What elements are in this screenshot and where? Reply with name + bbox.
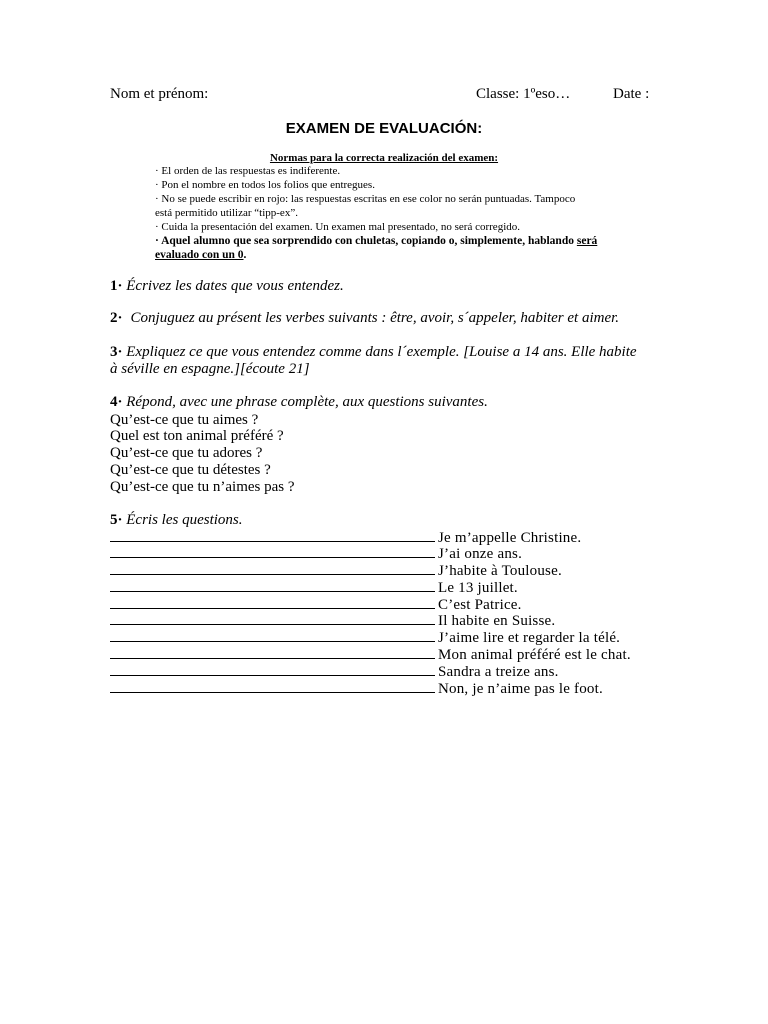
question-5-answers (110, 529, 631, 697)
answer-blank-line (110, 629, 435, 642)
rules-heading: Normas para la correcta realización del examen: (269, 152, 499, 164)
answer-blank-line (110, 646, 435, 659)
name-label: Nom et prénom: (110, 86, 209, 102)
rule-line: está permitido utilizar “tipp-ex”. (155, 207, 298, 219)
date-label: Date : (613, 86, 650, 102)
answer-text: Sandra a treize ans. (438, 663, 559, 680)
question-text: à séville en espagne.][écoute 21] (110, 361, 310, 377)
question-4-list (110, 412, 295, 496)
rule-line: · Pon el nombre en todos los folios que entregues. (155, 179, 375, 191)
rules-list (155, 164, 597, 262)
class-label: Classe: 1ºeso… (476, 86, 571, 102)
answer-text: Il habite en Suisse. (438, 613, 556, 630)
question-number: 2· (110, 310, 123, 326)
answer-row (110, 663, 631, 680)
question-text: Conjuguez au présent les verbes suivants : être, avoir, s´appeler, habiter et aimer. (130, 310, 620, 326)
question-text: Répond, avec une phrase complète, aux questions suivantes. (126, 394, 488, 410)
rule-line: · No se puede escribir en rojo: las respuestas escritas en ese color no serán puntuadas. Tampoco (155, 193, 576, 205)
question-number: 4· (110, 394, 123, 410)
question-5 (110, 512, 243, 529)
answer-row (110, 562, 631, 579)
question-line (110, 344, 637, 361)
answer-text: J’aime lire et regarder la télé. (438, 630, 621, 647)
answer-row (110, 680, 631, 697)
answer-text: Mon animal préféré est le chat. (438, 647, 631, 664)
answer-text: Je m’appelle Christine. (438, 529, 582, 546)
answer-blank-line (110, 612, 435, 625)
exam-title: EXAMEN DE EVALUACIÓN: (285, 120, 483, 137)
rule-warning (155, 234, 597, 248)
answer-row (110, 545, 631, 562)
question-text: Écris les questions. (126, 512, 243, 528)
answer-text: Non, je n’aime pas le foot. (438, 680, 603, 697)
answer-text: Le 13 juillet. (438, 579, 518, 596)
answer-blank-line (110, 529, 435, 542)
answer-text: C’est Patrice. (438, 596, 522, 613)
rule-line: · Cuida la presentación del examen. Un examen mal presentado, no será corregido. (155, 221, 520, 233)
question-text: Expliquez ce que vous entendez comme dans l´exemple. [Louise a 14 ans. Elle habite (126, 344, 637, 360)
answer-row (110, 646, 631, 663)
answer-row (110, 529, 631, 546)
question-4 (110, 394, 488, 411)
answer-blank-line (110, 680, 435, 693)
answer-blank-line (110, 663, 435, 676)
rule-warning-continued (155, 248, 597, 262)
list-item: Qu’est-ce que tu adores ? (110, 445, 263, 462)
question-1 (110, 278, 344, 295)
answer-blank-line (110, 579, 435, 592)
question-3 (110, 344, 637, 378)
answer-blank-line (110, 545, 435, 558)
answer-blank-line (110, 596, 435, 609)
question-number: 3· (110, 344, 123, 360)
list-item: Qu’est-ce que tu n’aimes pas ? (110, 478, 295, 495)
warning-end: . (243, 249, 247, 261)
question-number: 5· (110, 512, 123, 528)
list-item: Qu’est-ce que tu détestes ? (110, 461, 271, 478)
question-2 (110, 310, 619, 327)
question-number: 1· (110, 278, 123, 294)
question-text: Écrivez les dates que vous entendez. (126, 278, 344, 294)
list-item: Qu’est-ce que tu aimes ? (110, 411, 259, 428)
answer-row (110, 612, 631, 629)
warning-text: · Aquel alumno que sea sorprendido con chuletas, copiando o, simplemente, hablando (155, 235, 574, 247)
answer-row (110, 629, 631, 646)
list-item: Quel est ton animal préféré ? (110, 428, 284, 445)
answer-text: J’habite à Toulouse. (438, 563, 562, 580)
warning-emphasis: evaluado con un 0 (155, 249, 244, 261)
answer-row (110, 579, 631, 596)
answer-blank-line (110, 562, 435, 575)
question-line (110, 361, 637, 378)
answer-row (110, 596, 631, 613)
rule-line: · El orden de las respuestas es indiferente. (155, 165, 341, 177)
warning-emphasis: será (576, 235, 598, 247)
answer-text: J’ai onze ans. (438, 546, 523, 563)
